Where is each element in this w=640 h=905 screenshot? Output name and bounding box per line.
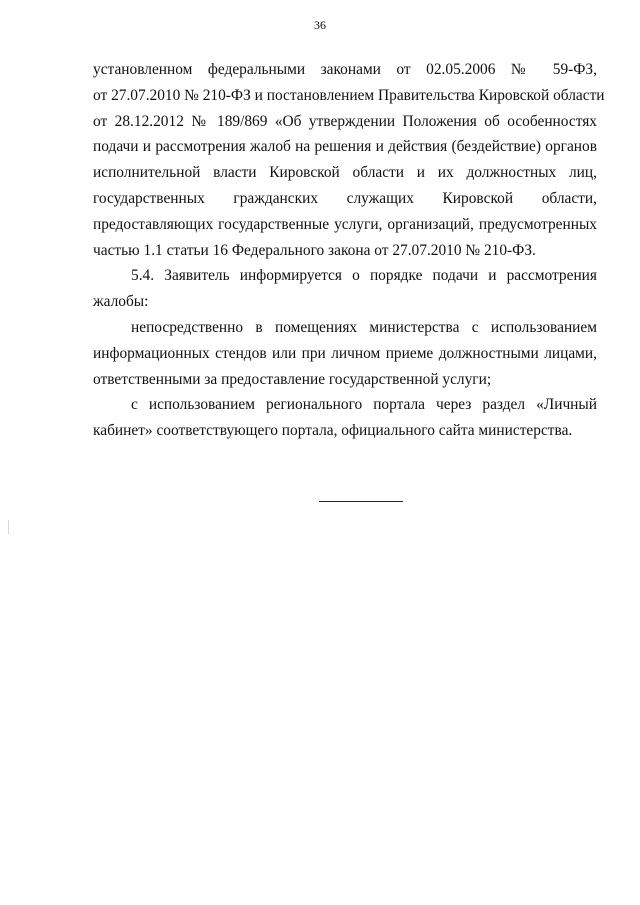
text-line: информационных стендов или при личном приеме должностными лицами, — [93, 344, 597, 362]
text-line: 5.4. Заявитель информируется о порядке подачи и рассмотрения — [131, 267, 597, 285]
text-line: государственных гражданских служащих Кировской области, — [93, 189, 597, 207]
document-body — [93, 57, 605, 444]
text-line: подачи и рассмотрения жалоб на решения и действия (бездействие) органов — [93, 138, 597, 156]
paragraph-in-person — [93, 315, 597, 392]
paragraph-appeal-procedure — [93, 57, 605, 263]
text-line: от 27.07.2010 № 210-ФЗ и постановлением Правительства Кировской области — [93, 86, 605, 104]
text-line: с использованием регионального портала через раздел «Личный — [131, 396, 597, 414]
page-number: 36 — [314, 18, 326, 32]
paragraph-online-portal — [93, 392, 597, 444]
end-separator-line — [319, 501, 403, 502]
text-line: ответственными за предоставление государственной услуги; — [93, 370, 492, 388]
scan-margin-mark — [8, 520, 9, 534]
text-line: предоставляющих государственные услуги, организаций, предусмотренных — [93, 215, 597, 233]
text-line: жалобы: — [93, 293, 149, 311]
text-line: от 28.12.2012 № 189/869 «Об утверждении Положения об особенностях — [93, 112, 597, 130]
paragraph-section-5-4 — [93, 263, 597, 315]
text-line: установленном федеральными законами от 02.05.2006 № 59-ФЗ, — [93, 61, 597, 78]
text-line: частью 1.1 статьи 16 Федерального закона от 27.07.2010 № 210-ФЗ. — [93, 241, 536, 259]
text-line: кабинет» соответствующего портала, официального сайта министерства. — [93, 422, 573, 440]
text-line: непосредственно в помещениях министерства с использованием — [131, 318, 597, 336]
text-line: исполнительной власти Кировской области и их должностных лиц, — [93, 164, 597, 182]
